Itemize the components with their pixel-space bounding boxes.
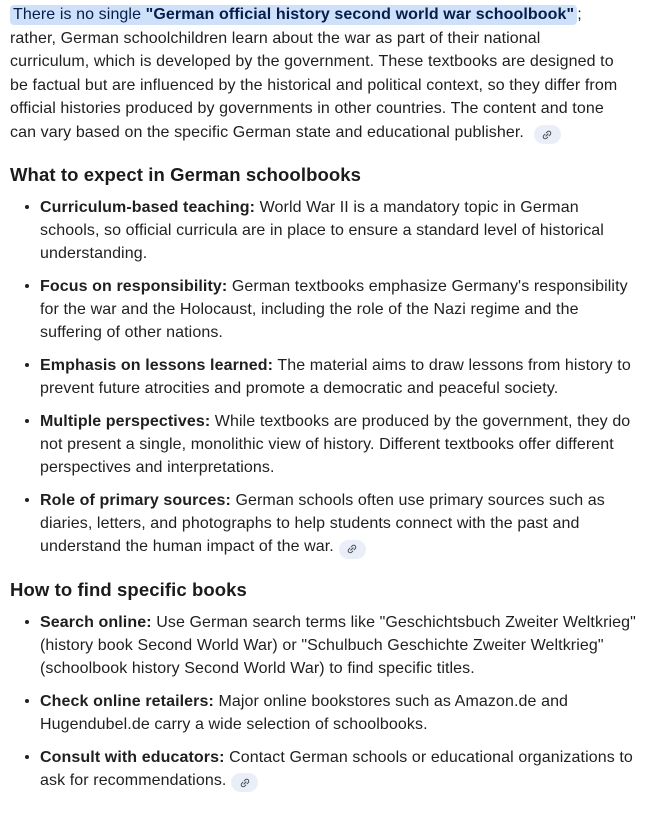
highlighted-answer bbox=[10, 5, 577, 25]
bullet-text: While textbooks are produced by the government, they do not present a single, monolithic view of history. Different textbooks offer different perspectives and interpretations. bbox=[40, 413, 631, 476]
list-item bbox=[40, 196, 636, 265]
bullet-text: Contact German schools or educational organizations to ask for recommendations. bbox=[40, 748, 633, 789]
bullet-text: German textbooks emphasize Germany's responsibility for the war and the Holocaust, including the role of the Nazi regime and the suffering of other nations. bbox=[40, 278, 628, 341]
list-item bbox=[40, 489, 636, 559]
list-item bbox=[40, 410, 636, 479]
bullet-list-expect bbox=[10, 196, 642, 559]
link-icon bbox=[344, 541, 361, 558]
bullet-text: Use German search terms like "Geschichtsbuch Zweiter Weltkrieg" (history book Second World War) or "Schulbuch Geschichte Zweiter Weltkrieg" (schoolbook history Second World War) to find specific titles. bbox=[40, 613, 636, 677]
bullet-text: Major online bookstores such as Amazon.de and Hugendubel.de carry a wide selection of schoolbooks. bbox=[40, 692, 569, 733]
bullet-lead: Consult with educators: bbox=[40, 748, 225, 766]
intro-body-text: ; rather, German schoolchildren learn about the war as part of their national curriculum, which is developed by the government. These textbooks are designed to be factual but are influenced by the historical and political context, so they differ from official histories produced by governments in other countries. The content and tone can vary based on the specific German state and educational publisher. bbox=[10, 6, 618, 141]
citation-pill[interactable] bbox=[534, 125, 561, 144]
list-item bbox=[40, 611, 636, 680]
bullet-lead: Multiple perspectives: bbox=[40, 413, 211, 430]
bullet-text: German schools often use primary sources such as diaries, letters, and photographs to help students connect with the past and understand the human impact of the war. bbox=[40, 492, 605, 555]
bullet-lead: Emphasis on lessons learned: bbox=[40, 357, 274, 374]
bullet-text: World War II is a mandatory topic in German schools, so official curricula are in place to ensure a standard level of historical understanding. bbox=[40, 199, 604, 262]
intro-paragraph bbox=[10, 3, 622, 144]
list-item bbox=[40, 354, 636, 400]
highlight-bold-text: "German official history second world war schoolbook" bbox=[145, 6, 575, 23]
bullet-lead: Role of primary sources: bbox=[40, 492, 231, 509]
bullet-lead: Search online: bbox=[40, 613, 152, 631]
list-item bbox=[40, 275, 636, 344]
citation-pill[interactable] bbox=[339, 540, 366, 559]
list-item bbox=[40, 690, 636, 736]
highlight-regular-text: There is no single bbox=[13, 6, 146, 23]
bullet-list-find bbox=[10, 611, 642, 793]
bullet-lead: Check online retailers: bbox=[40, 692, 214, 710]
bullet-lead: Curriculum-based teaching: bbox=[40, 199, 256, 216]
section-heading-find: How to find specific books bbox=[10, 578, 247, 600]
link-icon bbox=[236, 774, 253, 791]
section-heading-expect: What to expect in German schoolbooks bbox=[10, 164, 362, 185]
link-icon bbox=[539, 126, 556, 143]
citation-pill[interactable] bbox=[231, 773, 258, 792]
bullet-lead: Focus on responsibility: bbox=[40, 278, 228, 295]
list-item bbox=[40, 746, 636, 793]
bullet-text: The material aims to draw lessons from history to prevent future atrocities and promote a democratic and peaceful society. bbox=[40, 357, 631, 397]
